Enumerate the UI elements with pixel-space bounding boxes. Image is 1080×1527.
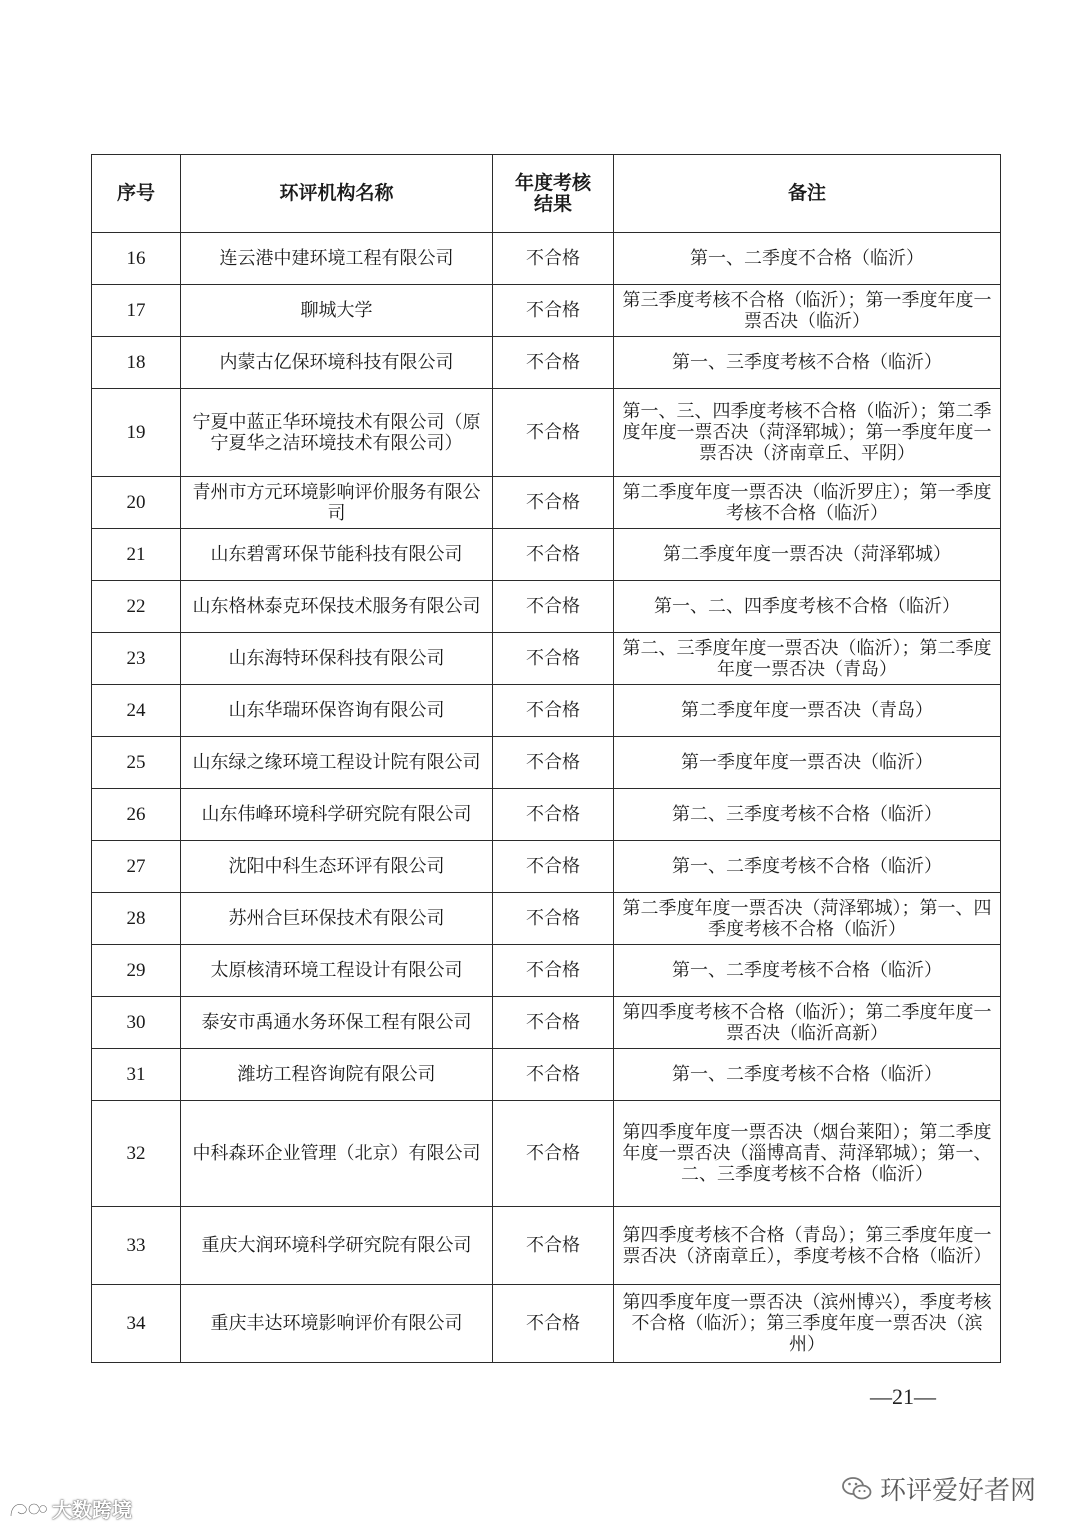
cell-remarks: 第四季度考核不合格（临沂）；第二季度年度一票否决（临沂高新） xyxy=(614,997,1001,1049)
cell-remarks: 第一季度年度一票否决（临沂） xyxy=(614,737,1001,789)
cell-result: 不合格 xyxy=(493,477,614,529)
watermark-brand xyxy=(8,1494,132,1523)
cell-result: 不合格 xyxy=(493,685,614,737)
cell-org-name: 山东海特环保科技有限公司 xyxy=(181,633,493,685)
cell-remarks: 第一、二季度考核不合格（临沂） xyxy=(614,1049,1001,1101)
table-row xyxy=(92,789,1001,841)
table-row xyxy=(92,1101,1001,1207)
cell-serial: 22 xyxy=(92,581,181,633)
cell-serial: 31 xyxy=(92,1049,181,1101)
cell-result: 不合格 xyxy=(493,1285,614,1363)
table-row xyxy=(92,945,1001,997)
cell-remarks: 第二季度年度一票否决（菏泽郓城） xyxy=(614,529,1001,581)
table-row xyxy=(92,841,1001,893)
cell-result: 不合格 xyxy=(493,1207,614,1285)
cell-result: 不合格 xyxy=(493,1049,614,1101)
cell-remarks: 第一、三季度考核不合格（临沂） xyxy=(614,337,1001,389)
cell-org-name: 山东碧霄环保节能科技有限公司 xyxy=(181,529,493,581)
cell-remarks: 第二季度年度一票否决（菏泽郓城）；第一、四季度考核不合格（临沂） xyxy=(614,893,1001,945)
cell-remarks: 第二、三季度年度一票否决（临沂）；第二季度年度一票否决（青岛） xyxy=(614,633,1001,685)
cell-remarks: 第二季度年度一票否决（临沂罗庄）；第一季度考核不合格（临沂） xyxy=(614,477,1001,529)
cell-serial: 20 xyxy=(92,477,181,529)
cell-org-name: 沈阳中科生态环评有限公司 xyxy=(181,841,493,893)
table-row xyxy=(92,685,1001,737)
cell-remarks: 第四季度年度一票否决（滨州博兴），季度考核不合格（临沂）；第三季度年度一票否决（滨州） xyxy=(614,1285,1001,1363)
cell-serial: 32 xyxy=(92,1101,181,1207)
table-row xyxy=(92,529,1001,581)
cell-serial: 29 xyxy=(92,945,181,997)
cell-remarks: 第一、二季度考核不合格（临沂） xyxy=(614,841,1001,893)
cell-remarks: 第一、二季度考核不合格（临沂） xyxy=(614,945,1001,997)
cell-org-name: 山东华瑞环保咨询有限公司 xyxy=(181,685,493,737)
cell-org-name: 内蒙古亿保环境科技有限公司 xyxy=(181,337,493,389)
cell-org-name: 苏州合巨环保技术有限公司 xyxy=(181,893,493,945)
page-number: —21— xyxy=(870,1384,936,1409)
cell-remarks: 第二季度年度一票否决（青岛） xyxy=(614,685,1001,737)
cell-org-name: 中科森环企业管理（北京）有限公司 xyxy=(181,1101,493,1207)
wechat-icon xyxy=(842,1476,872,1502)
cell-org-name: 重庆丰达环境影响评价有限公司 xyxy=(181,1285,493,1363)
table-row xyxy=(92,389,1001,477)
cell-result: 不合格 xyxy=(493,233,614,285)
table-row xyxy=(92,633,1001,685)
cell-result: 不合格 xyxy=(493,997,614,1049)
cell-result: 不合格 xyxy=(493,1101,614,1207)
cell-serial: 28 xyxy=(92,893,181,945)
table-row xyxy=(92,893,1001,945)
cell-result: 不合格 xyxy=(493,841,614,893)
cell-serial: 24 xyxy=(92,685,181,737)
cell-org-name: 聊城大学 xyxy=(181,285,493,337)
cell-result: 不合格 xyxy=(493,337,614,389)
table-row xyxy=(92,737,1001,789)
cell-result: 不合格 xyxy=(493,581,614,633)
cell-result: 不合格 xyxy=(493,389,614,477)
cell-org-name: 连云港中建环境工程有限公司 xyxy=(181,233,493,285)
cell-remarks: 第四季度年度一票否决（烟台莱阳）；第二季度年度一票否决（淄博高青、菏泽郓城）；第一、二、三季度考核不合格（临沂） xyxy=(614,1101,1001,1207)
cell-serial: 19 xyxy=(92,389,181,477)
cell-remarks: 第四季度考核不合格（青岛）；第三季度年度一票否决（济南章丘），季度考核不合格（临沂） xyxy=(614,1207,1001,1285)
header-serial: 序号 xyxy=(92,155,181,233)
table-row xyxy=(92,1285,1001,1363)
table-header-row xyxy=(92,155,1001,233)
cell-serial: 16 xyxy=(92,233,181,285)
assessment-table xyxy=(91,154,1001,1363)
cell-org-name: 山东伟峰环境科学研究院有限公司 xyxy=(181,789,493,841)
cell-remarks: 第二、三季度考核不合格（临沂） xyxy=(614,789,1001,841)
table-row xyxy=(92,337,1001,389)
cell-serial: 23 xyxy=(92,633,181,685)
cell-result: 不合格 xyxy=(493,285,614,337)
header-org-name: 环评机构名称 xyxy=(181,155,493,233)
cell-org-name: 山东格林泰克环保技术服务有限公司 xyxy=(181,581,493,633)
cell-remarks: 第一、二、四季度考核不合格（临沂） xyxy=(614,581,1001,633)
cell-org-name: 太原核清环境工程设计有限公司 xyxy=(181,945,493,997)
watermark-wechat xyxy=(842,1470,1036,1507)
cell-org-name: 山东绿之缘环境工程设计院有限公司 xyxy=(181,737,493,789)
cell-serial: 26 xyxy=(92,789,181,841)
watermark-brand-text: 大数跨境 xyxy=(52,1498,132,1522)
header-remarks: 备注 xyxy=(614,155,1001,233)
cell-org-name: 青州市方元环境影响评价服务有限公司 xyxy=(181,477,493,529)
cell-remarks: 第一、二季度不合格（临沂） xyxy=(614,233,1001,285)
cell-org-name: 宁夏中蓝正华环境技术有限公司（原宁夏华之洁环境技术有限公司） xyxy=(181,389,493,477)
table-row xyxy=(92,1207,1001,1285)
cell-serial: 34 xyxy=(92,1285,181,1363)
table-row xyxy=(92,285,1001,337)
cell-serial: 25 xyxy=(92,737,181,789)
cell-result: 不合格 xyxy=(493,945,614,997)
cell-serial: 27 xyxy=(92,841,181,893)
cell-remarks: 第三季度考核不合格（临沂）；第一季度年度一票否决（临沂） xyxy=(614,285,1001,337)
cell-result: 不合格 xyxy=(493,529,614,581)
cell-serial: 17 xyxy=(92,285,181,337)
cell-serial: 30 xyxy=(92,997,181,1049)
table-row xyxy=(92,233,1001,285)
table-row xyxy=(92,477,1001,529)
cell-org-name: 潍坊工程咨询院有限公司 xyxy=(181,1049,493,1101)
cell-remarks: 第一、三、四季度考核不合格（临沂）；第二季度年度一票否决（菏泽郓城）；第一季度年度一票否决（济南章丘、平阴） xyxy=(614,389,1001,477)
header-annual-result-text: 年度考核 结果 xyxy=(514,171,591,215)
cell-org-name: 泰安市禹通水务环保工程有限公司 xyxy=(181,997,493,1049)
table-row xyxy=(92,997,1001,1049)
cell-serial: 33 xyxy=(92,1207,181,1285)
cell-result: 不合格 xyxy=(493,789,614,841)
cell-result: 不合格 xyxy=(493,633,614,685)
logo-mark-icon xyxy=(8,1498,48,1520)
table-row xyxy=(92,1049,1001,1101)
watermark-wechat-text: 环评爱好者网 xyxy=(880,1476,1037,1506)
table-row xyxy=(92,581,1001,633)
header-annual-result xyxy=(493,155,614,233)
cell-serial: 21 xyxy=(92,529,181,581)
cell-org-name: 重庆大润环境科学研究院有限公司 xyxy=(181,1207,493,1285)
cell-serial: 18 xyxy=(92,337,181,389)
cell-result: 不合格 xyxy=(493,893,614,945)
cell-result: 不合格 xyxy=(493,737,614,789)
